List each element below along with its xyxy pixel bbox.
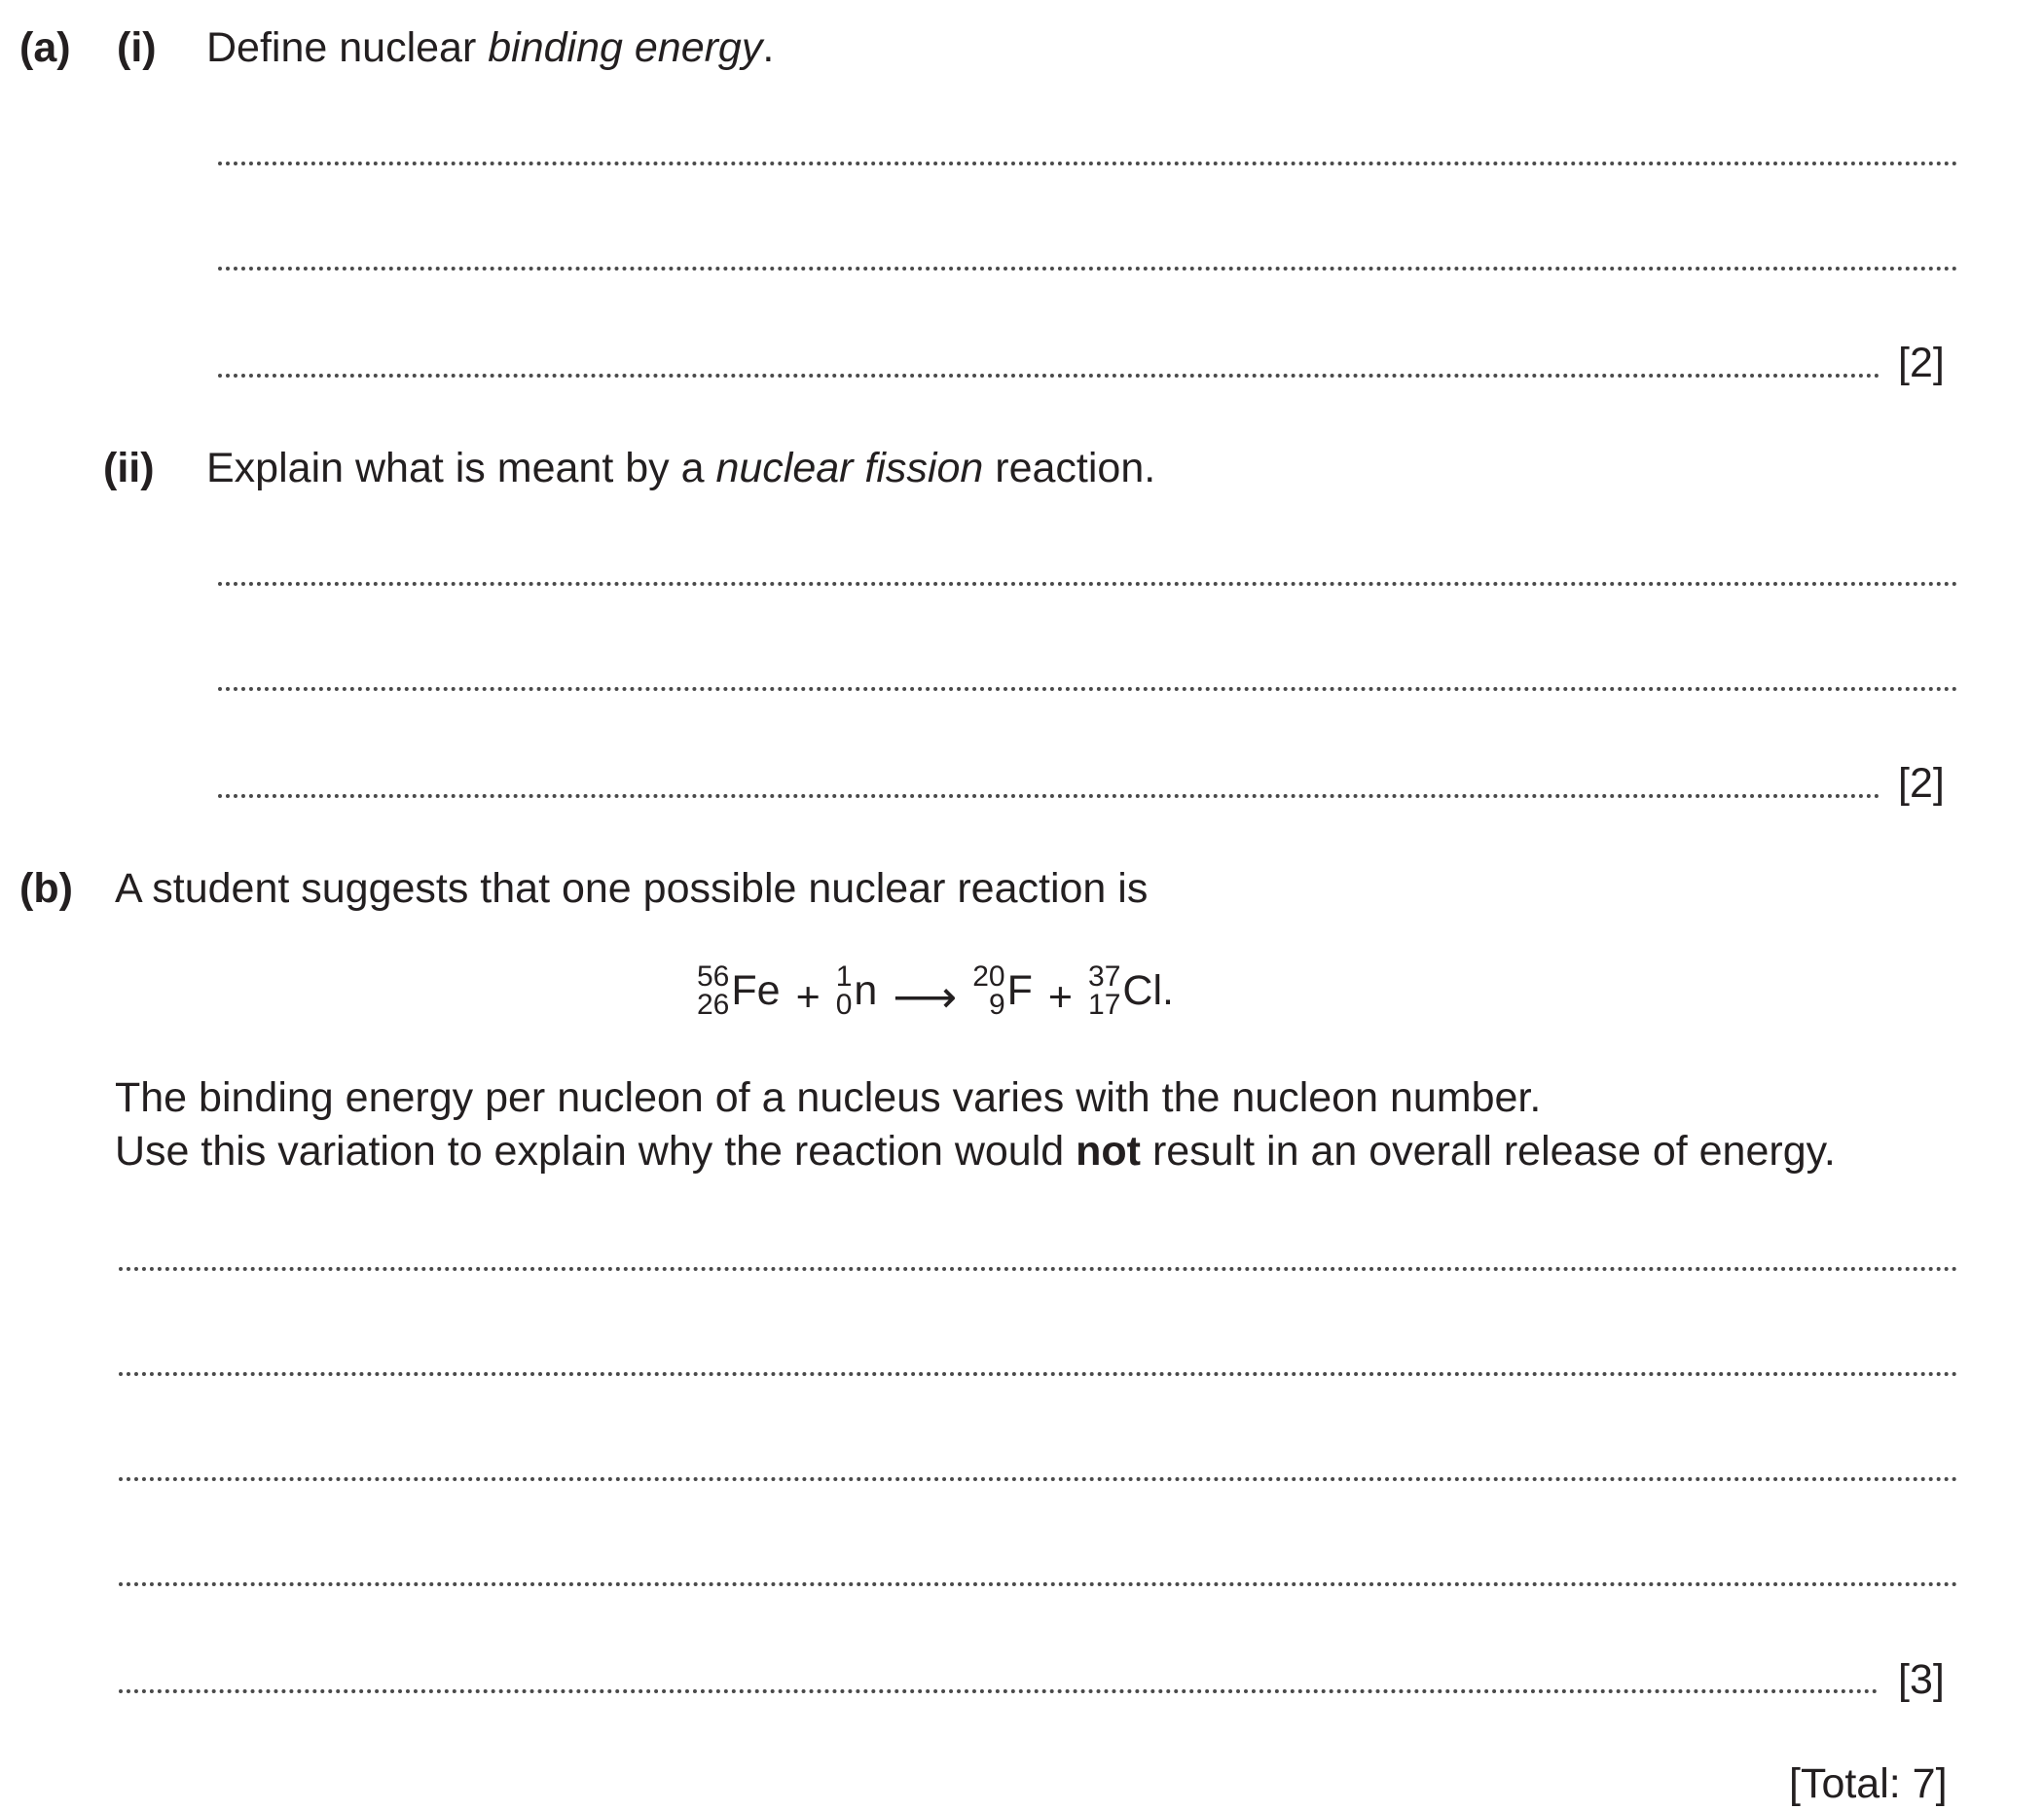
prompt-text: Explain what is meant by a — [206, 445, 716, 491]
total-marks: [Total: 7] — [1789, 1760, 1948, 1807]
mass-number: 20 — [972, 960, 1005, 993]
nuclear-equation — [697, 960, 1174, 1022]
line-text: Use this variation to explain why the reaction would — [115, 1128, 1077, 1175]
line-text-end: result in an overall release of energy. — [1141, 1128, 1836, 1175]
mass-number: 1 — [835, 960, 853, 993]
part-a-ii-prompt — [206, 445, 1156, 491]
nuclide-cl — [1088, 960, 1174, 1021]
marks-a-i: [2] — [1898, 340, 1945, 386]
nuclide-f — [972, 960, 1033, 1021]
atomic-number: 17 — [1088, 988, 1121, 1021]
answer-line-a-i-3[interactable] — [218, 374, 1880, 378]
answer-line-a-i-1[interactable] — [218, 162, 1958, 165]
atomic-number: 26 — [697, 988, 730, 1021]
part-a-i-label: (i) — [117, 24, 157, 71]
element-symbol: Cl — [1122, 967, 1163, 1014]
atomic-number: 0 — [835, 988, 853, 1021]
part-b-line-2 — [115, 1128, 1836, 1175]
reaction-arrow: ⟶ — [893, 971, 958, 1022]
element-symbol: F — [1006, 967, 1033, 1014]
prompt-term: binding energy — [488, 24, 763, 71]
part-b-label: (b) — [19, 865, 73, 912]
answer-line-a-ii-1[interactable] — [218, 582, 1958, 586]
answer-line-b-1[interactable] — [119, 1267, 1958, 1271]
answer-line-b-2[interactable] — [119, 1372, 1958, 1376]
prompt-end: . — [762, 24, 775, 71]
element-symbol: Fe — [731, 967, 781, 1014]
prompt-term: nuclear fission — [715, 445, 984, 491]
mass-number: 56 — [697, 960, 730, 993]
nuclide-neutron — [835, 960, 878, 1021]
marks-b: [3] — [1898, 1656, 1945, 1703]
prompt-end: reaction. — [983, 445, 1156, 491]
element-symbol: n — [854, 967, 878, 1014]
answer-line-a-ii-2[interactable] — [218, 687, 1958, 691]
plus-sign: + — [795, 974, 821, 1021]
nuclide-fe — [697, 960, 781, 1021]
part-b-line-1: The binding energy per nucleon of a nucleus varies with the nucleon number. — [115, 1074, 1542, 1121]
plus-sign: + — [1047, 974, 1074, 1021]
answer-line-b-3[interactable] — [119, 1477, 1958, 1481]
marks-a-ii: [2] — [1898, 760, 1945, 807]
atomic-number: 9 — [988, 988, 1005, 1021]
part-b-intro: A student suggests that one possible nuclear reaction is — [115, 865, 1149, 912]
emphasis-not: not — [1076, 1128, 1141, 1175]
prompt-text: Define nuclear — [206, 24, 489, 71]
answer-line-b-4[interactable] — [119, 1582, 1958, 1586]
part-a-ii-label: (ii) — [103, 445, 155, 491]
mass-number: 37 — [1088, 960, 1121, 993]
part-a-label: (a) — [19, 24, 71, 71]
part-a-i-prompt — [206, 24, 775, 71]
answer-line-a-ii-3[interactable] — [218, 794, 1880, 798]
equation-end: . — [1162, 967, 1174, 1014]
answer-line-b-5[interactable] — [119, 1689, 1879, 1693]
answer-line-a-i-2[interactable] — [218, 267, 1958, 271]
